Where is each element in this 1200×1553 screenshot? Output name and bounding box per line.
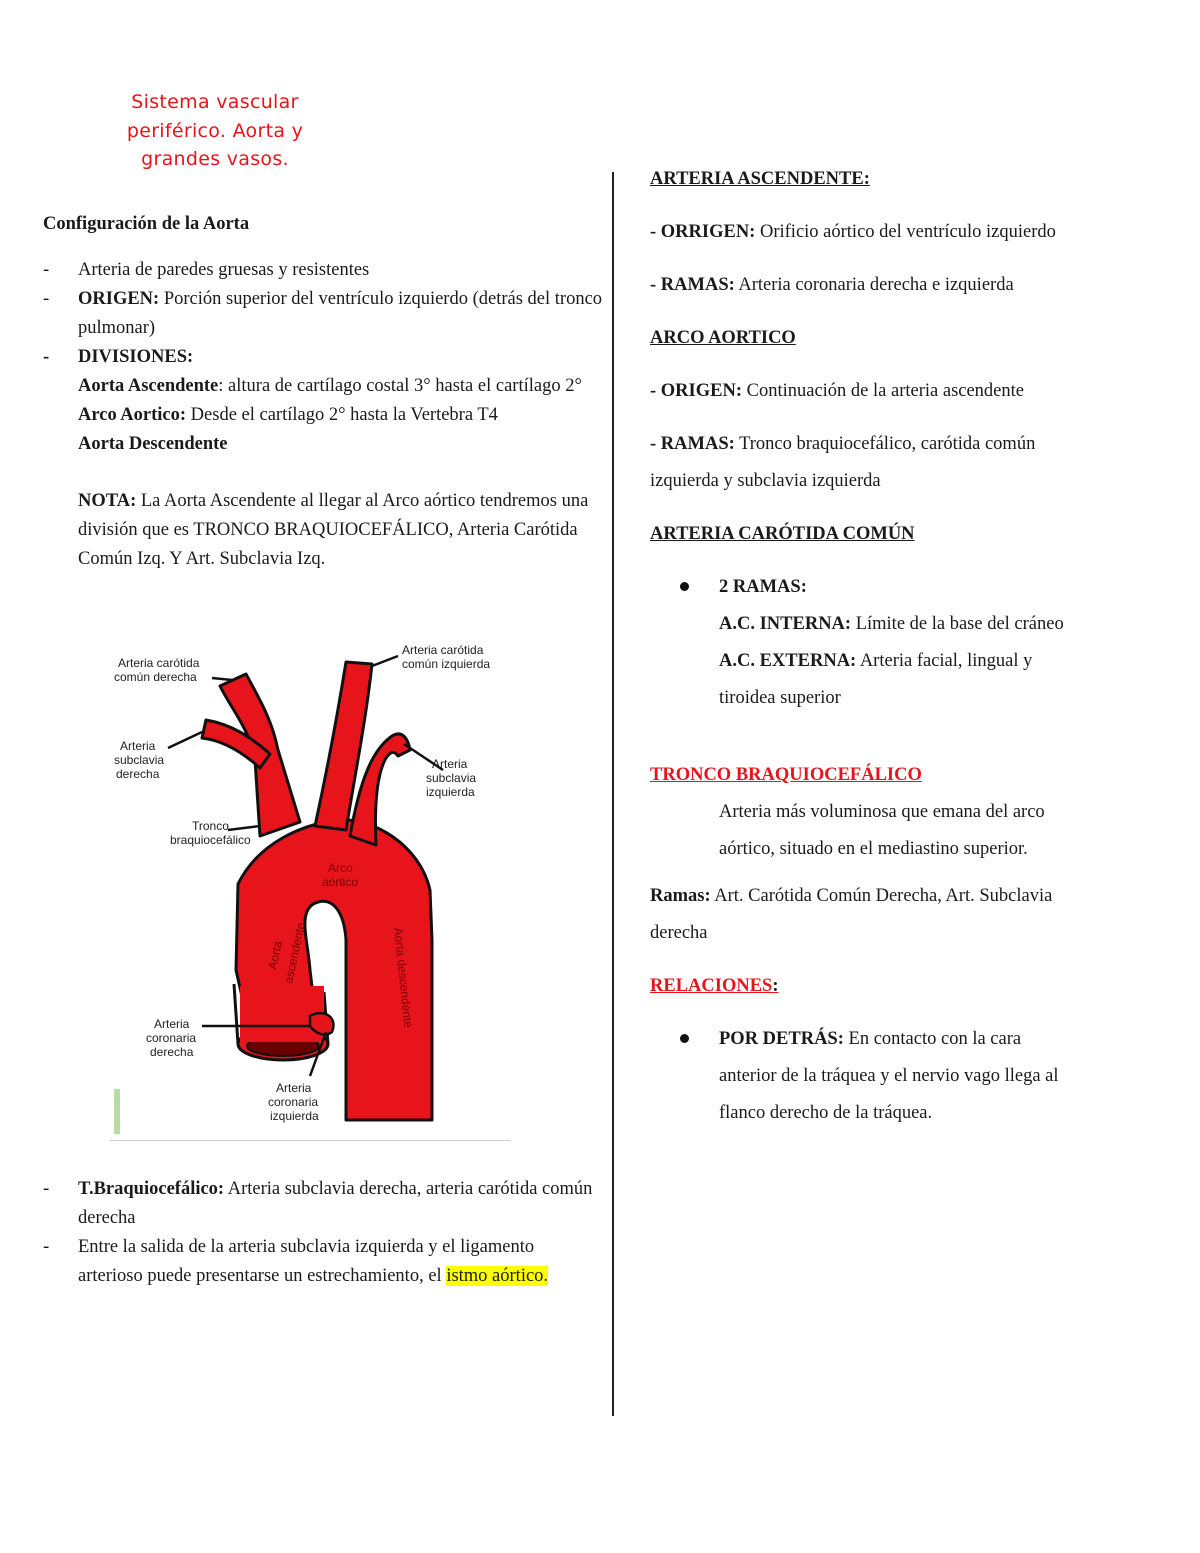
ascendente-label: Aorta Ascendente <box>78 376 219 396</box>
heading-carotida-comun: ARTERIA CARÓTIDA COMÚN <box>650 524 915 544</box>
heading-arteria-ascendente: ARTERIA ASCENDENTE: <box>650 169 870 189</box>
carotida-ramas-bullet <box>650 569 1080 717</box>
origen-text: Continuación de la arteria ascendente <box>742 381 1024 401</box>
relaciones-bullet <box>650 1021 1080 1132</box>
divisiones-label: DIVISIONES: <box>78 347 194 367</box>
ascendente-text: : altura de cartílago costal 3° hasta el cartílago 2° <box>218 376 582 396</box>
list-item-divisiones <box>43 343 603 459</box>
origen-label: ORIGEN: <box>78 289 160 309</box>
dash-bullet: - <box>43 260 50 280</box>
label-ascendente: ascendente <box>281 921 308 985</box>
label-arco: aórtico <box>322 875 359 889</box>
nota-paragraph <box>43 487 603 574</box>
list-item <box>43 256 603 285</box>
tronco-ramas <box>650 878 1080 952</box>
label-subclavia-izquierda: izquierda <box>426 785 475 799</box>
ascendente-ramas <box>650 267 1080 304</box>
ramas-text: Art. Carótida Común Derecha, Art. Subclavia derecha <box>650 886 1053 943</box>
label-tronco: braquiocefálico <box>170 833 251 847</box>
nota-text: La Aorta Ascendente al llegar al Arco aórtico tendremos una división que es TRONCO BRAQUIOCEFÁLICO, Arteria Carótida Común Izq. Y Art. Subclavia Izq. <box>78 491 589 569</box>
istmo-highlight: istmo aórtico. <box>446 1266 549 1286</box>
dash-bullet: - <box>43 1237 50 1257</box>
arco-label: Arco Aortico: <box>78 405 187 425</box>
label-coronaria-derecha: Arteria <box>154 1017 190 1031</box>
istmo-text: Entre la salida de la arteria subclavia izquierda y el ligamento arterioso puede presentarse un estrechamiento, el <box>78 1237 535 1286</box>
tbraquio-text: Arteria subclavia derecha, arteria carótida común derecha <box>78 1179 593 1228</box>
origen-text: Orificio aórtico del ventrículo izquierdo <box>755 222 1056 242</box>
label-coronaria-derecha: coronaria <box>146 1031 197 1045</box>
figure-base-rule <box>110 1140 511 1141</box>
relaciones-text: RELACIONES <box>650 976 773 996</box>
label-coronaria-izquierda: coronaria <box>268 1095 319 1109</box>
coronaria-derecha-shape <box>310 1013 333 1034</box>
ascendente-origen <box>650 214 1080 251</box>
label-coronaria-izquierda: izquierda <box>270 1109 319 1123</box>
label-subclavia-derecha: subclavia <box>114 753 165 767</box>
heading-tronco-braquiocefalico: TRONCO BRAQUIOCEFÁLICO <box>650 765 922 785</box>
nota-label: NOTA: <box>78 491 137 511</box>
detras-label: POR DETRÁS: <box>719 1029 844 1049</box>
origen-label: - ORRIGEN: <box>650 222 756 242</box>
origen-text: Porción superior del ventrículo izquierdo (detrás del tronco pulmonar) <box>78 289 603 338</box>
tbraquio-label: T.Braquiocefálico: <box>78 1179 225 1199</box>
ramas-label: Ramas: <box>650 886 711 906</box>
ramas-label: 2 RAMAS: <box>719 577 807 597</box>
ramas-label: - RAMAS: <box>650 275 735 295</box>
label-carotida-izquierda: Arteria carótida <box>402 643 484 657</box>
aorta-diagram <box>110 640 513 1145</box>
origen-label: - ORIGEN: <box>650 381 742 401</box>
dash-bullet: - <box>43 289 50 309</box>
arco-text: Desde el cartílago 2° hasta la Vertebra T4 <box>186 405 498 425</box>
right-column <box>650 165 1080 1132</box>
left-bottom-list <box>43 1175 603 1291</box>
column-divider <box>612 172 614 1416</box>
label-carotida-izquierda: común izquierda <box>402 657 491 671</box>
label-coronaria-izquierda: Arteria <box>276 1081 312 1095</box>
ramas-label: - RAMAS: <box>650 434 735 454</box>
interna-label: A.C. INTERNA: <box>719 614 852 634</box>
relaciones-colon: : <box>772 976 779 996</box>
ramas-text: Tronco braquiocefálico, carótida común izquierda y subclavia izquierda <box>650 434 1036 491</box>
externa-label: A.C. EXTERNA: <box>719 651 857 671</box>
label-subclavia-izquierda: subclavia <box>426 771 477 785</box>
left-column <box>43 210 603 574</box>
aorta-illustration <box>110 640 513 1140</box>
label-coronaria-derecha: derecha <box>150 1045 194 1059</box>
bullet-dot-icon <box>680 1034 689 1043</box>
label-subclavia-derecha: Arteria <box>120 739 156 753</box>
arco-origen <box>650 373 1080 410</box>
list-item <box>43 1175 603 1233</box>
interna-text: Límite de la base del cráneo <box>851 614 1064 634</box>
label-subclavia-derecha: derecha <box>116 767 160 781</box>
list-item <box>43 285 603 343</box>
dash-bullet: - <box>43 347 50 367</box>
heading-relaciones <box>650 972 1080 1001</box>
bullet-dot-icon <box>680 582 689 591</box>
heading-arco-aortico: ARCO AORTICO <box>650 328 796 348</box>
label-subclavia-izquierda: Arteria <box>432 757 468 771</box>
label-tronco: Tronco <box>192 819 229 833</box>
externa-text: Arteria facial, lingual y tiroidea superior <box>719 651 1033 708</box>
label-carotida-derecha: común derecha <box>114 670 197 684</box>
descendente-label: Aorta Descendente <box>78 434 228 454</box>
tronco-description: Arteria más voluminosa que emana del arco aórtico, situado en el mediastino superior. <box>719 802 1045 859</box>
list-item-text: Arteria de paredes gruesas y resistentes <box>78 260 370 280</box>
ramas-text: Arteria coronaria derecha e izquierda <box>734 275 1014 295</box>
dash-bullet: - <box>43 1179 50 1199</box>
label-arco: Arco <box>328 861 353 875</box>
page-title: Sistema vascular periférico. Aorta y grandes vasos. <box>126 91 304 170</box>
section-heading: Configuración de la Aorta <box>43 214 250 234</box>
label-descendente: Aorta descendente <box>391 926 416 1029</box>
label-carotida-derecha: Arteria carótida <box>118 656 200 670</box>
label-ascendente: Aorta <box>265 939 285 971</box>
list-item <box>43 1233 603 1291</box>
detras-text: En contacto con la cara anterior de la tráquea y el nervio vago llega al flanco derecho de la tráquea. <box>719 1029 1059 1123</box>
arco-ramas <box>650 426 1080 500</box>
